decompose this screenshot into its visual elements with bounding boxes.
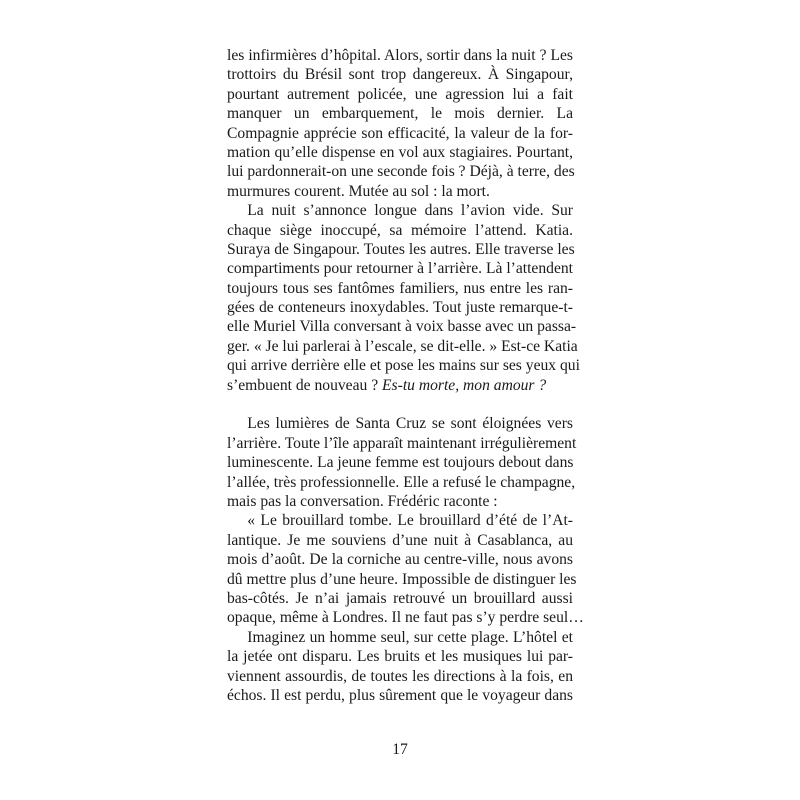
text-line (227, 511, 573, 530)
text-line (227, 46, 573, 65)
line-text: elle Muriel Villa conversant à voix basse avec un passa- (227, 318, 577, 336)
line-text: l’arrière. Toute l’île apparaît maintenant irrégulièrement (227, 434, 577, 452)
text-line (227, 589, 573, 608)
line-text: La nuit s’annonce longue dans l’avion vide. Sur (247, 202, 573, 220)
text-line (227, 686, 573, 705)
text-line (227, 259, 573, 278)
line-text: les infirmières d’hôpital. Alors, sortir dans la nuit ? Les (227, 47, 573, 64)
text-line (227, 279, 573, 298)
line-text: murmures courent. Mutée au sol : la mort. (227, 182, 490, 200)
line-text: mais pas la conversation. Frédéric raconte : (227, 492, 498, 510)
text-line (227, 201, 573, 220)
line-text: dû mettre plus d’une heure. Impossible de distinguer les (227, 570, 577, 588)
line-text: mois d’août. De la corniche au centre-ville, nous avons (227, 551, 573, 569)
text-section (227, 414, 584, 705)
text-line (227, 550, 573, 569)
body-text (227, 46, 584, 705)
line-text: Les lumières de Santa Cruz se sont éloignées vers (247, 415, 573, 433)
text-line (227, 143, 573, 162)
text-line (227, 337, 578, 356)
line-text: toujours tous ses fantômes familiers, nus entre les ran- (227, 279, 573, 297)
text-line (227, 124, 573, 143)
line-text: Compagnie apprécie son efficacité, la valeur de la for- (227, 124, 573, 142)
text-line (227, 473, 576, 492)
text-line (227, 492, 573, 511)
italic-text: Es-tu morte, mon amour ? (382, 376, 547, 394)
text-line (227, 414, 573, 433)
text-line (227, 628, 573, 647)
text-line (227, 298, 573, 317)
line-text: Imaginez un homme seul, sur cette plage. L’hôtel et (247, 628, 573, 646)
text-line (227, 317, 577, 336)
text-line (227, 221, 573, 240)
line-text: qui arrive derrière elle et pose les mains sur ses yeux qui (227, 357, 580, 375)
text-line (227, 434, 577, 453)
line-text: lui pardonnerait-on une seconde fois ? Déjà, à terre, des (227, 163, 575, 181)
line-text: « Le brouillard tombe. Le brouillard d’été de l’At- (247, 512, 573, 530)
text-line (227, 667, 573, 686)
line-text: viennent assourdis, de toutes les directions à la fois, en (227, 667, 573, 685)
text-line (227, 608, 584, 627)
text-line (227, 162, 573, 181)
line-text: ger. « Je lui parlerai à l’escale, se dit-elle. » Est-ce Katia (227, 337, 578, 355)
text-line (227, 85, 573, 104)
line-text: s’embuent de nouveau ? (227, 376, 383, 394)
text-line (227, 104, 573, 123)
line-text: manquer un embarquement, le mois dernier. La (227, 105, 573, 123)
text-line (227, 376, 573, 395)
line-text: bas-côtés. Je n’ai jamais retrouvé un brouillard aussi (227, 589, 573, 607)
text-line (227, 356, 580, 375)
line-text: opaque, même à Londres. Il ne faut pas s’y perdre seul… (227, 609, 584, 627)
text-line (227, 570, 577, 589)
text-section (227, 46, 580, 395)
text-line (227, 65, 573, 84)
text-line (227, 647, 573, 666)
line-text: la jetée ont disparu. Les bruits et les musiques lui par- (227, 648, 573, 666)
line-text: trottoirs du Brésil sont trop dangereux. À Singapour, (227, 66, 573, 84)
line-text: Suraya de Singapour. Toutes les autres. Elle traverse les (227, 240, 575, 258)
page-number: 17 (392, 741, 408, 758)
line-text: chaque siège inoccupé, sa mémoire l’attend. Katia. (227, 221, 573, 239)
text-line (227, 453, 573, 472)
line-text: mation qu’elle dispense en vol aux stagiaires. Pourtant, (227, 143, 573, 161)
line-text: gées de conteneurs inoxydables. Tout juste remarque-t- (227, 299, 573, 317)
line-text: l’allée, très professionnelle. Elle a refusé le champagne, (227, 473, 576, 491)
text-line (227, 240, 573, 259)
line-text: compartiments pour retourner à l’arrière. Là l’attendent (227, 260, 573, 278)
line-text: échos. Il est perdu, plus sûrement que le voyageur dans (227, 686, 573, 704)
line-text: lantique. Je me souviens d’une nuit à Casablanca, au (227, 531, 573, 549)
text-line (227, 182, 573, 201)
line-text: luminescente. La jeune femme est toujours debout dans (227, 454, 574, 472)
line-text: pourtant autrement policée, une agression lui a fait (227, 85, 573, 103)
text-line (227, 531, 573, 550)
